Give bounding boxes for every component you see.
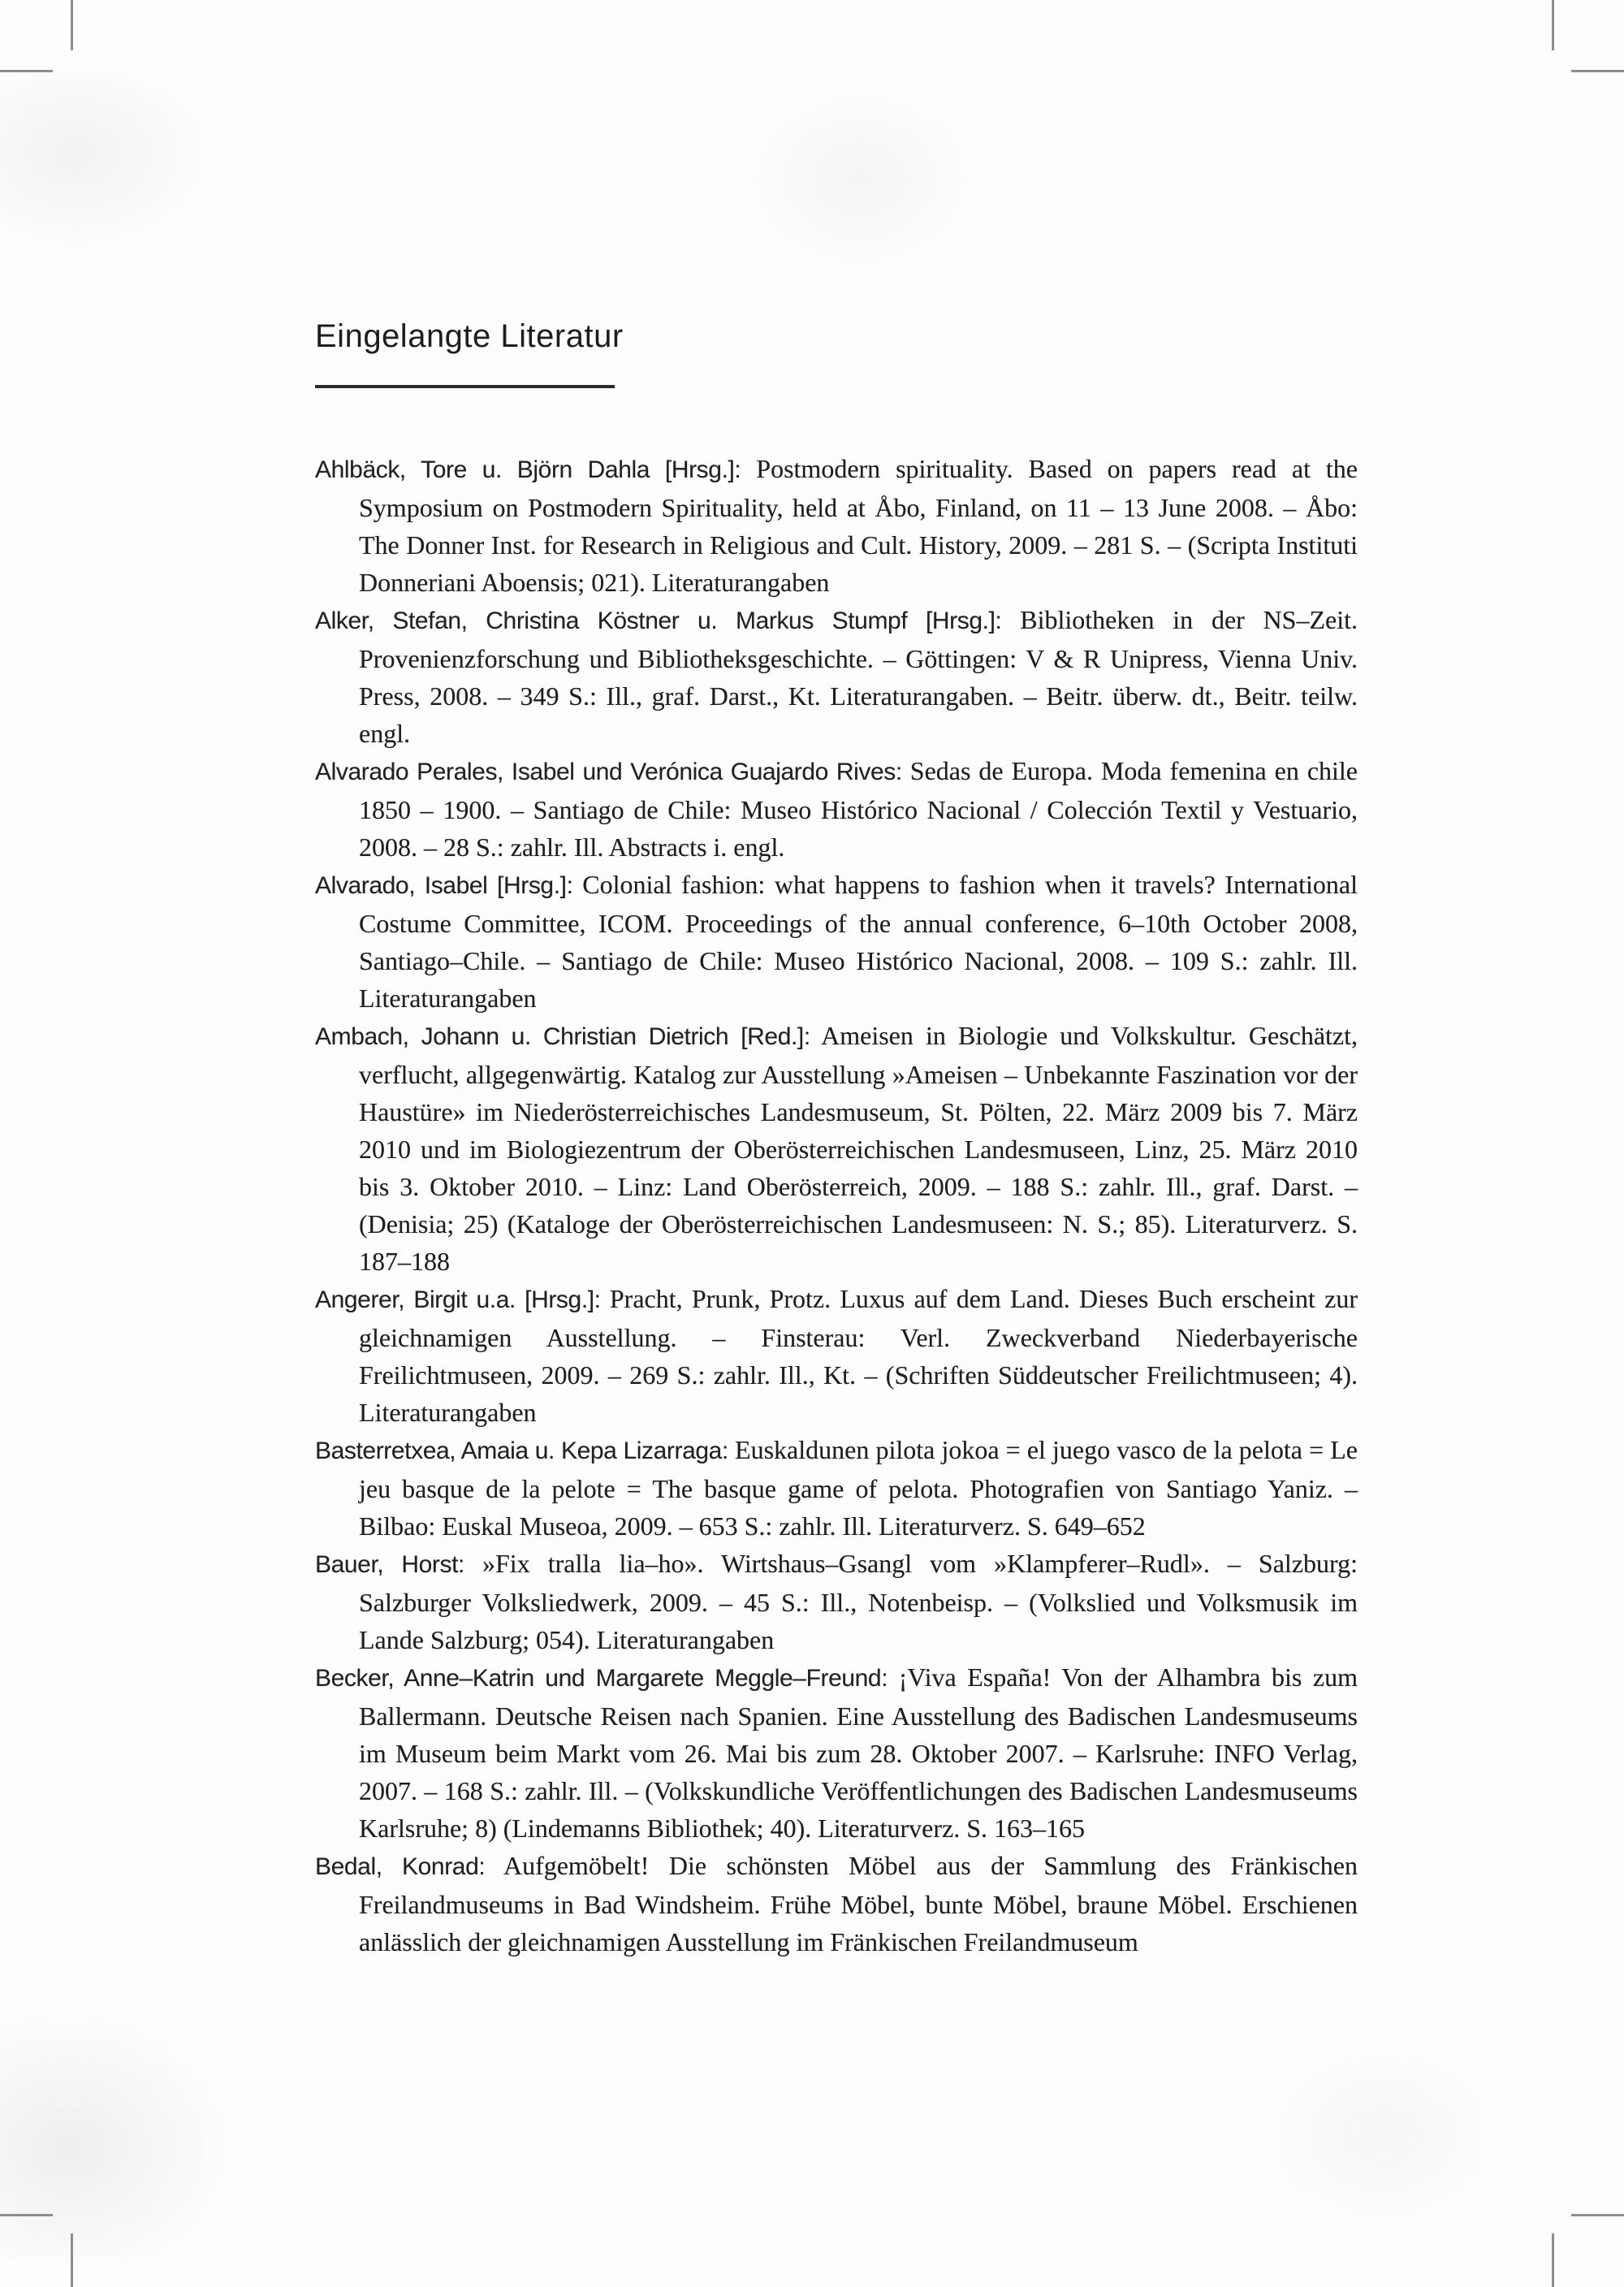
crop-mark-top-left-horizontal	[0, 70, 53, 72]
bibliography-entry	[315, 1431, 1358, 1545]
crop-mark-bottom-left-vertical	[71, 2233, 73, 2287]
entry-author: Angerer, Birgit u.a. [Hrsg.]:	[315, 1286, 601, 1313]
entry-author: Alvarado Perales, Isabel und Verónica Guajardo Rives:	[315, 759, 902, 785]
crop-mark-bottom-right-horizontal	[1571, 2214, 1624, 2216]
bibliography-entry	[315, 1545, 1358, 1658]
entry-author: Basterretxea, Amaia u. Kepa Lizarraga:	[315, 1437, 728, 1464]
entry-body: »Fix tralla lia–ho». Wirtshaus–Gsangl vom »Klampferer–Rudl». – Salzburg: Salzburger Volksliedwerk, 2009. – 45 S.: Ill., Notenbeisp. – (Volkslied und Volksmusik im Lande Salzburg; 054). Literaturangaben	[359, 1549, 1358, 1654]
scan-artifact	[1267, 2047, 1478, 2225]
scan-artifact	[0, 2014, 227, 2258]
bibliography-entry	[315, 752, 1358, 866]
bibliography-entry	[315, 1847, 1358, 1961]
bibliography-entry	[315, 1658, 1358, 1847]
crop-mark-top-right-horizontal	[1571, 70, 1624, 72]
crop-mark-bottom-left-horizontal	[0, 2214, 53, 2216]
crop-mark-top-left-vertical	[71, 0, 73, 50]
bibliography-entry	[315, 601, 1358, 752]
entry-body: ¡Viva España! Von der Alhambra bis zum Ballermann. Deutsche Reisen nach Spanien. Eine Ausstellung des Badischen Landesmuseums im Museum beim Markt vom 26. Mai bis zum 28. Oktober 2007. – Karlsruhe: INFO Verlag, 2007. – 168 S.: zahlr. Ill. – (Volkskundliche Veröffentlichungen des Badischen Landesmuseums Karlsruhe; 8) (Lindemanns Bibliothek; 40). Literaturverz. S. 163–165	[359, 1662, 1358, 1843]
entry-author: Bedal, Konrad:	[315, 1853, 486, 1880]
entry-body: Sedas de Europa. Moda femenina en chile 1850 – 1900. – Santiago de Chile: Museo Histórico Nacional / Colección Textil y Vestuario, 2008. – 28 S.: zahlr. Ill. Abstracts i. engl.	[359, 756, 1358, 862]
entry-body: Colonial fashion: what happens to fashion when it travels? International Costume Committee, ICOM. Proceedings of the annual conference, 6–10th October 2008, Santiago–Chile. – Santiago de Chile: Museo Histórico Nacional, 2008. – 109 S.: zahlr. Ill. Literaturangaben	[359, 870, 1358, 1013]
entry-author: Ambach, Johann u. Christian Dietrich [Red.]:	[315, 1023, 810, 1050]
entry-author: Bauer, Horst:	[315, 1551, 464, 1578]
bibliography-entry	[315, 1280, 1358, 1431]
entry-author: Alvarado, Isabel [Hrsg.]:	[315, 872, 573, 899]
scan-artifact	[0, 73, 211, 252]
entry-body: Aufgemöbelt! Die schönsten Möbel aus der Sammlung des Fränkischen Freilandmuseums in Bad Windsheim. Frühe Möbel, bunte Möbel, braune Möbel. Erschienen anlässlich der gleichnamigen Ausstellung im Fränkischen Freilandmuseum	[359, 1851, 1358, 1956]
entry-body: Pracht, Prunk, Protz. Luxus auf dem Land. Dieses Buch erscheint zur gleichnamigen Ausstellung. – Finsterau: Verl. Zweckverband Niederbayerische Freilichtmuseen, 2009. – 269 S.: zahlr. Ill., Kt. – (Schriften Süddeutscher Freilichtmuseen; 4). Literaturangaben	[359, 1284, 1358, 1427]
crop-mark-bottom-right-vertical	[1552, 2233, 1554, 2287]
entry-body: Bibliotheken in der NS–Zeit. Provenienzforschung und Bibliotheksgeschichte. – Göttingen: V & R Unipress, Vienna Univ. Press, 2008. – 349 S.: Ill., graf. Darst., Kt. Literaturangaben. – Beitr. überw. dt., Beitr. teilw. engl.	[359, 605, 1358, 748]
bibliography-entry	[315, 866, 1358, 1017]
bibliography-entry	[315, 1017, 1358, 1280]
page-title: Eingelangte Literatur	[315, 318, 624, 354]
entry-author: Alker, Stefan, Christina Köstner u. Markus Stumpf [Hrsg.]:	[315, 607, 1002, 634]
title-underline	[315, 385, 615, 388]
scan-artifact	[747, 89, 974, 268]
entry-body: Euskaldunen pilota jokoa = el juego vasco de la pelota = Le jeu basque de la pelote = The basque game of pelota. Photografien von Santiago Yaniz. – Bilbao: Euskal Museoa, 2009. – 653 S.: zahlr. Ill. Literaturverz. S. 649–652	[359, 1435, 1358, 1541]
entry-author: Ahlbäck, Tore u. Björn Dahla [Hrsg.]:	[315, 456, 741, 483]
bibliography-list	[315, 450, 1358, 1961]
entry-author: Becker, Anne–Katrin und Margarete Meggle–Freund:	[315, 1665, 888, 1692]
crop-mark-top-right-vertical	[1552, 0, 1554, 50]
entry-body: Ameisen in Biologie und Volkskultur. Geschätzt, verflucht, allgegenwärtig. Katalog zur Ausstellung »Ameisen – Unbekannte Faszination vor der Haustüre» im Niederösterreichisches Landesmuseum, St. Pölten, 22. März 2009 bis 7. März 2010 und im Biologiezentrum der Oberösterreichischen Landesmuseen, Linz, 25. März 2010 bis 3. Oktober 2010. – Linz: Land Oberösterreich, 2009. – 188 S.: zahlr. Ill., graf. Darst. – (Denisia; 25) (Kataloge der Oberösterreichischen Landesmuseen: N. S.; 85). Literaturverz. S. 187–188	[359, 1021, 1358, 1276]
entry-body: Postmodern spirituality. Based on papers read at the Symposium on Postmodern Spirituality, held at Åbo, Finland, on 11 – 13 June 2008. – Åbo: The Donner Inst. for Research in Religious and Cult. History, 2009. – 281 S. – (Scripta Instituti Donneriani Aboensis; 021). Literaturangaben	[359, 454, 1358, 597]
bibliography-entry	[315, 450, 1358, 601]
